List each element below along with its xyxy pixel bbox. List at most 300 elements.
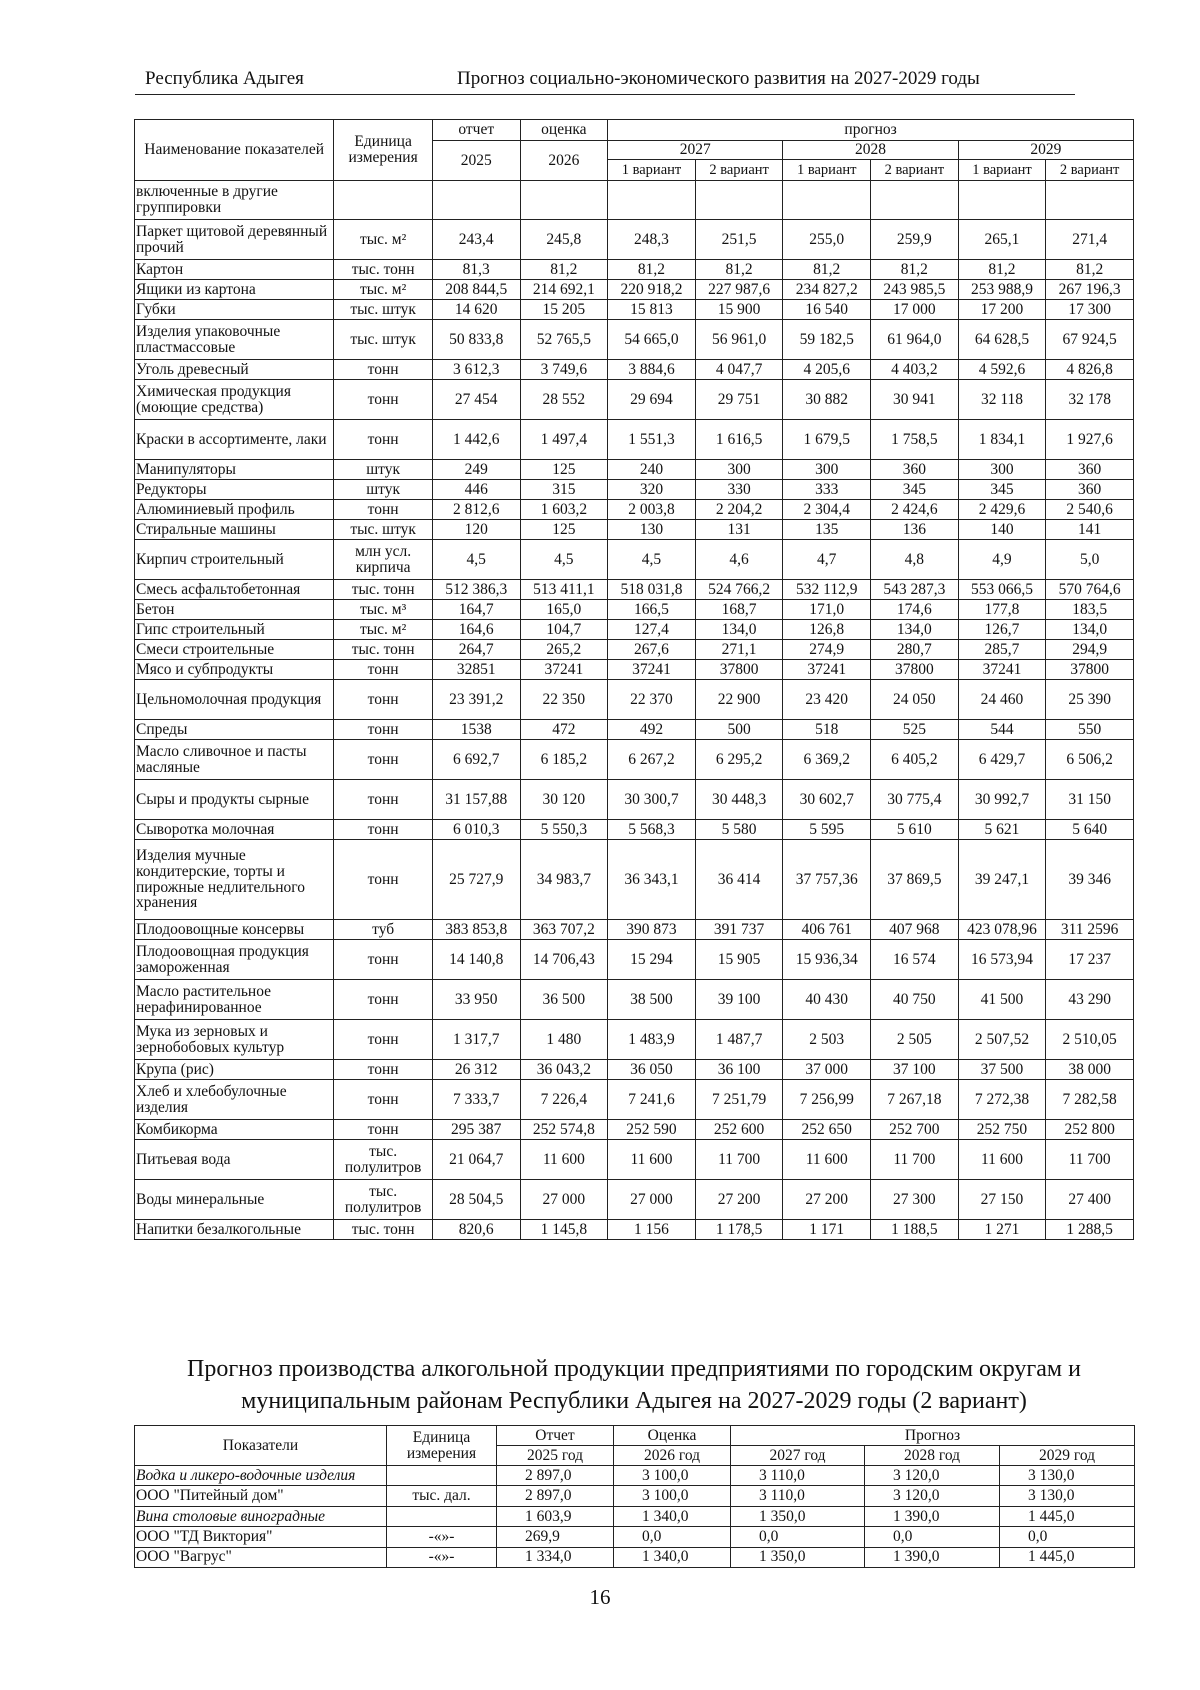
value-cell: 1 288,5 [1046, 1220, 1134, 1240]
value-cell: 406 761 [783, 920, 871, 940]
indicator-name: Картон [135, 260, 334, 280]
unit-cell: тонн [334, 360, 433, 380]
table-row [135, 740, 1134, 780]
value-cell: 16 574 [871, 940, 959, 980]
indicator-name: Краски в ассортименте, лаки [135, 420, 334, 460]
header-forecast: Прогноз [731, 1426, 1135, 1446]
value-cell: 39 100 [695, 980, 783, 1020]
value-cell: 1 445,0 [1000, 1547, 1135, 1567]
value-cell: 300 [695, 460, 783, 480]
value-cell: 37241 [520, 660, 608, 680]
header-variant-1: 1 вариант [608, 160, 696, 181]
header-indicator-name: Наименование показателей [135, 120, 334, 181]
value-cell: 38 000 [1046, 1060, 1134, 1080]
value-cell [958, 181, 1046, 220]
header-variant-2: 2 вариант [1046, 160, 1134, 181]
value-cell: 52 765,5 [520, 320, 608, 360]
value-cell: 4,8 [871, 540, 959, 580]
value-cell: 15 905 [695, 940, 783, 980]
value-cell: 16 540 [783, 300, 871, 320]
header-year-2027: 2027 [608, 141, 783, 160]
value-cell: 5 568,3 [608, 820, 696, 840]
value-cell: 2 897,0 [497, 1486, 614, 1506]
value-cell: 2 503 [783, 1020, 871, 1060]
value-cell: 6 692,7 [432, 740, 520, 780]
unit-cell: тонн [334, 1060, 433, 1080]
value-cell: 50 833,8 [432, 320, 520, 360]
value-cell: 4,5 [608, 540, 696, 580]
value-cell: 1 334,0 [497, 1547, 614, 1567]
value-cell: 6 010,3 [432, 820, 520, 840]
indicator-name: Водка и ликеро-водочные изделия [135, 1466, 387, 1486]
value-cell: 249 [432, 460, 520, 480]
value-cell: 1 480 [520, 1020, 608, 1060]
value-cell: 11 600 [520, 1140, 608, 1180]
indicator-name: Изделия мучные кондитерские, торты и пирожные недлительного хранения [135, 840, 334, 920]
table-row [135, 260, 1134, 280]
value-cell: 29 751 [695, 380, 783, 420]
value-cell: 41 500 [958, 980, 1046, 1020]
table-row [135, 1466, 1135, 1486]
value-cell: 37 500 [958, 1060, 1046, 1080]
value-cell: 1 834,1 [958, 420, 1046, 460]
value-cell: 391 737 [695, 920, 783, 940]
value-cell: 3 749,6 [520, 360, 608, 380]
unit-cell: тыс. штук [334, 320, 433, 360]
unit-cell: -«»- [387, 1547, 497, 1567]
value-cell: 125 [520, 520, 608, 540]
value-cell: 1 390,0 [865, 1547, 1000, 1567]
value-cell: 131 [695, 520, 783, 540]
value-cell: 166,5 [608, 600, 696, 620]
value-cell: 407 968 [871, 920, 959, 940]
unit-cell: тыс. дал. [387, 1486, 497, 1506]
value-cell: 22 900 [695, 680, 783, 720]
value-cell: 81,2 [695, 260, 783, 280]
value-cell: 30 941 [871, 380, 959, 420]
value-cell: 2 304,4 [783, 500, 871, 520]
production-table-body [135, 181, 1134, 1240]
value-cell: 31 150 [1046, 780, 1134, 820]
indicator-name: Сыворотка молочная [135, 820, 334, 840]
table-row [135, 1080, 1134, 1120]
table-row [135, 680, 1134, 720]
header-indicator: Показатели [135, 1426, 387, 1466]
value-cell: 4 592,6 [958, 360, 1046, 380]
value-cell: 2 540,6 [1046, 500, 1134, 520]
value-cell: 252 700 [871, 1120, 959, 1140]
value-cell: 285,7 [958, 640, 1046, 660]
table-row [135, 520, 1134, 540]
value-cell: 81,2 [1046, 260, 1134, 280]
value-cell: 4,9 [958, 540, 1046, 580]
value-cell: 56 961,0 [695, 320, 783, 360]
page-header [135, 68, 1075, 95]
value-cell: 37800 [1046, 660, 1134, 680]
unit-cell: тонн [334, 940, 433, 980]
unit-cell: тыс. полулитров [334, 1140, 433, 1180]
unit-cell: тыс. м² [334, 280, 433, 300]
unit-cell: тонн [334, 1080, 433, 1120]
value-cell: 168,7 [695, 600, 783, 620]
unit-cell: тонн [334, 720, 433, 740]
value-cell: 423 078,96 [958, 920, 1046, 940]
value-cell: 251,5 [695, 220, 783, 260]
value-cell: 4,7 [783, 540, 871, 580]
value-cell: 1 145,8 [520, 1220, 608, 1240]
value-cell: 271,1 [695, 640, 783, 660]
value-cell: 570 764,6 [1046, 580, 1134, 600]
value-cell: 17 237 [1046, 940, 1134, 980]
unit-cell: тыс. м² [334, 620, 433, 640]
value-cell: 37 757,36 [783, 840, 871, 920]
value-cell: 2 897,0 [497, 1466, 614, 1486]
value-cell: 59 182,5 [783, 320, 871, 360]
value-cell: 271,4 [1046, 220, 1134, 260]
value-cell: 36 043,2 [520, 1060, 608, 1080]
value-cell: 1 442,6 [432, 420, 520, 460]
value-cell: 472 [520, 720, 608, 740]
unit-cell: тонн [334, 840, 433, 920]
value-cell: 177,8 [958, 600, 1046, 620]
value-cell: 7 282,58 [1046, 1080, 1134, 1120]
table-row [135, 181, 1134, 220]
value-cell: 31 157,88 [432, 780, 520, 820]
value-cell: 5 621 [958, 820, 1046, 840]
value-cell: 265,1 [958, 220, 1046, 260]
indicator-name: Масло растительное нерафинированное [135, 980, 334, 1020]
value-cell: 15 205 [520, 300, 608, 320]
indicator-name: Редукторы [135, 480, 334, 500]
value-cell: 37800 [871, 660, 959, 680]
value-cell: 280,7 [871, 640, 959, 660]
value-cell: 15 900 [695, 300, 783, 320]
value-cell: 240 [608, 460, 696, 480]
unit-cell: -«»- [387, 1527, 497, 1547]
value-cell: 383 853,8 [432, 920, 520, 940]
value-cell: 135 [783, 520, 871, 540]
value-cell: 36 500 [520, 980, 608, 1020]
value-cell: 252 590 [608, 1120, 696, 1140]
value-cell: 4 403,2 [871, 360, 959, 380]
value-cell: 360 [871, 460, 959, 480]
value-cell: 27 454 [432, 380, 520, 420]
indicator-name: Мука из зерновых и зернобобовых культур [135, 1020, 334, 1060]
header-variant-2: 2 вариант [871, 160, 959, 181]
indicator-name: Масло сливочное и пасты масляные [135, 740, 334, 780]
value-cell: 61 964,0 [871, 320, 959, 360]
value-cell: 2 003,8 [608, 500, 696, 520]
header-report: Отчет [497, 1426, 614, 1446]
value-cell: 6 429,7 [958, 740, 1046, 780]
value-cell: 126,7 [958, 620, 1046, 640]
value-cell: 7 267,18 [871, 1080, 959, 1120]
indicator-name: Воды минеральные [135, 1180, 334, 1220]
value-cell: 37241 [958, 660, 1046, 680]
value-cell: 130 [608, 520, 696, 540]
value-cell: 17 200 [958, 300, 1046, 320]
value-cell: 1 178,5 [695, 1220, 783, 1240]
value-cell: 141 [1046, 520, 1134, 540]
value-cell: 3 110,0 [731, 1486, 865, 1506]
value-cell: 259,9 [871, 220, 959, 260]
table-row [135, 300, 1134, 320]
value-cell: 15 813 [608, 300, 696, 320]
value-cell: 345 [871, 480, 959, 500]
value-cell: 820,6 [432, 1220, 520, 1240]
table-row [135, 1180, 1134, 1220]
value-cell: 3 884,6 [608, 360, 696, 380]
value-cell: 1538 [432, 720, 520, 740]
indicator-name: Мясо и субпродукты [135, 660, 334, 680]
value-cell: 164,6 [432, 620, 520, 640]
value-cell: 274,9 [783, 640, 871, 660]
value-cell: 15 936,34 [783, 940, 871, 980]
value-cell: 5 550,3 [520, 820, 608, 840]
value-cell: 6 405,2 [871, 740, 959, 780]
unit-cell: тонн [334, 660, 433, 680]
value-cell: 7 333,7 [432, 1080, 520, 1120]
value-cell: 243 985,5 [871, 280, 959, 300]
value-cell: 36 050 [608, 1060, 696, 1080]
value-cell: 11 600 [608, 1140, 696, 1180]
unit-cell: тонн [334, 820, 433, 840]
table-row [135, 980, 1134, 1020]
value-cell: 7 241,6 [608, 1080, 696, 1120]
value-cell: 243,4 [432, 220, 520, 260]
value-cell: 5 595 [783, 820, 871, 840]
page-number: 16 [589, 1585, 611, 1609]
table-row [135, 540, 1134, 580]
document-title: Прогноз социально-экономического развития на 2027-2029 годы [457, 68, 980, 89]
value-cell: 360 [1046, 480, 1134, 500]
indicator-name: Изделия упаковочные пластмассовые [135, 320, 334, 360]
value-cell: 29 694 [608, 380, 696, 420]
unit-cell: штук [334, 460, 433, 480]
header-unit: Единица измерения [387, 1426, 497, 1466]
value-cell: 21 064,7 [432, 1140, 520, 1180]
unit-cell: тыс. тонн [334, 1220, 433, 1240]
indicator-name: Алюминиевый профиль [135, 500, 334, 520]
value-cell: 1 340,0 [614, 1547, 731, 1567]
header-year-2028: 2028 год [865, 1446, 1000, 1466]
value-cell: 25 727,9 [432, 840, 520, 920]
indicator-name: Смеси строительные [135, 640, 334, 660]
table-row [135, 500, 1134, 520]
value-cell: 22 350 [520, 680, 608, 720]
header-variant-1: 1 вариант [783, 160, 871, 181]
header-estimate: Оценка [614, 1426, 731, 1446]
value-cell: 11 700 [871, 1140, 959, 1180]
indicator-name: Уголь древесный [135, 360, 334, 380]
value-cell: 17 000 [871, 300, 959, 320]
indicator-name: Крупа (рис) [135, 1060, 334, 1080]
table-row [135, 1527, 1135, 1547]
value-cell: 36 343,1 [608, 840, 696, 920]
value-cell: 30 992,7 [958, 780, 1046, 820]
indicator-name: ООО "ТД Виктория" [135, 1527, 387, 1547]
value-cell: 5 610 [871, 820, 959, 840]
value-cell: 16 573,94 [958, 940, 1046, 980]
value-cell: 252 800 [1046, 1120, 1134, 1140]
value-cell [1046, 181, 1134, 220]
value-cell: 11 600 [958, 1140, 1046, 1180]
value-cell: 513 411,1 [520, 580, 608, 600]
value-cell: 3 130,0 [1000, 1486, 1135, 1506]
value-cell: 14 620 [432, 300, 520, 320]
unit-cell: тыс. тонн [334, 640, 433, 660]
value-cell: 500 [695, 720, 783, 740]
value-cell: 104,7 [520, 620, 608, 640]
value-cell: 11 600 [783, 1140, 871, 1180]
value-cell: 532 112,9 [783, 580, 871, 600]
value-cell: 37241 [608, 660, 696, 680]
indicator-name: Манипуляторы [135, 460, 334, 480]
value-cell: 30 120 [520, 780, 608, 820]
header-year-2025: 2025 год [497, 1446, 614, 1466]
unit-cell: млн усл. кирпича [334, 540, 433, 580]
value-cell [520, 181, 608, 220]
value-cell: 267,6 [608, 640, 696, 660]
value-cell: 2 424,6 [871, 500, 959, 520]
value-cell: 11 700 [695, 1140, 783, 1180]
unit-cell: тонн [334, 500, 433, 520]
value-cell: 360 [1046, 460, 1134, 480]
table-row [135, 220, 1134, 260]
value-cell: 6 185,2 [520, 740, 608, 780]
value-cell: 40 430 [783, 980, 871, 1020]
value-cell: 1 679,5 [783, 420, 871, 460]
production-forecast-table [134, 119, 1134, 1240]
value-cell: 518 031,8 [608, 580, 696, 600]
indicator-name: Стиральные машины [135, 520, 334, 540]
value-cell: 2 429,6 [958, 500, 1046, 520]
indicator-name: Гипс строительный [135, 620, 334, 640]
indicator-name: Плодоовощная продукция замороженная [135, 940, 334, 980]
indicator-name: Хлеб и хлебобулочные изделия [135, 1080, 334, 1120]
value-cell: 3 120,0 [865, 1466, 1000, 1486]
table-row [135, 1120, 1134, 1140]
indicator-name: Паркет щитовой деревянный прочий [135, 220, 334, 260]
value-cell: 1 483,9 [608, 1020, 696, 1060]
header-unit: Единица измерения [334, 120, 433, 181]
value-cell: 140 [958, 520, 1046, 540]
value-cell: 220 918,2 [608, 280, 696, 300]
value-cell: 0,0 [731, 1527, 865, 1547]
value-cell: 320 [608, 480, 696, 500]
indicator-name: Ящики из картона [135, 280, 334, 300]
value-cell: 81,3 [432, 260, 520, 280]
value-cell: 81,2 [958, 260, 1046, 280]
unit-cell: тонн [334, 1020, 433, 1060]
value-cell: 36 100 [695, 1060, 783, 1080]
value-cell: 64 628,5 [958, 320, 1046, 360]
value-cell: 7 226,4 [520, 1080, 608, 1120]
table-row [135, 940, 1134, 980]
value-cell: 1 350,0 [731, 1547, 865, 1567]
value-cell: 311 2596 [1046, 920, 1134, 940]
value-cell: 1 551,3 [608, 420, 696, 460]
value-cell: 136 [871, 520, 959, 540]
indicator-name: Смесь асфальтобетонная [135, 580, 334, 600]
value-cell: 24 460 [958, 680, 1046, 720]
indicator-name: Сыры и продукты сырные [135, 780, 334, 820]
value-cell: 315 [520, 480, 608, 500]
value-cell: 252 600 [695, 1120, 783, 1140]
value-cell: 54 665,0 [608, 320, 696, 360]
table-row [135, 1020, 1134, 1060]
value-cell: 7 256,99 [783, 1080, 871, 1120]
unit-cell: тонн [334, 380, 433, 420]
table-row [135, 640, 1134, 660]
value-cell: 27 300 [871, 1180, 959, 1220]
unit-cell: тонн [334, 1120, 433, 1140]
value-cell: 227 987,6 [695, 280, 783, 300]
unit-cell [387, 1466, 497, 1486]
header-year-2028: 2028 [783, 141, 958, 160]
value-cell [608, 181, 696, 220]
table-row [135, 1220, 1134, 1240]
value-cell: 2 507,52 [958, 1020, 1046, 1060]
value-cell: 1 171 [783, 1220, 871, 1240]
value-cell: 295 387 [432, 1120, 520, 1140]
value-cell: 17 300 [1046, 300, 1134, 320]
table-row [135, 1486, 1135, 1506]
value-cell: 23 420 [783, 680, 871, 720]
indicator-name: Кирпич строительный [135, 540, 334, 580]
value-cell: 253 988,9 [958, 280, 1046, 300]
value-cell: 134,0 [695, 620, 783, 640]
value-cell: 6 369,2 [783, 740, 871, 780]
value-cell: 28 552 [520, 380, 608, 420]
value-cell: 183,5 [1046, 600, 1134, 620]
value-cell: 43 290 [1046, 980, 1134, 1020]
value-cell: 134,0 [1046, 620, 1134, 640]
value-cell: 81,2 [783, 260, 871, 280]
value-cell: 1 616,5 [695, 420, 783, 460]
table-row [135, 360, 1134, 380]
value-cell: 14 140,8 [432, 940, 520, 980]
value-cell: 512 386,3 [432, 580, 520, 600]
indicator-name: Губки [135, 300, 334, 320]
value-cell: 1 271 [958, 1220, 1046, 1240]
unit-cell: тыс. м² [334, 220, 433, 260]
value-cell: 26 312 [432, 1060, 520, 1080]
region-name: Республика Адыгея [145, 68, 304, 89]
value-cell: 6 295,2 [695, 740, 783, 780]
table-row [135, 580, 1134, 600]
header-year-2029: 2029 год [1000, 1446, 1135, 1466]
value-cell: 252 574,8 [520, 1120, 608, 1140]
value-cell: 30 448,3 [695, 780, 783, 820]
value-cell: 37241 [783, 660, 871, 680]
indicator-name: Напитки безалкогольные [135, 1220, 334, 1240]
value-cell: 330 [695, 480, 783, 500]
value-cell: 34 983,7 [520, 840, 608, 920]
table-row [135, 1506, 1135, 1526]
indicator-name: Плодоовощные консервы [135, 920, 334, 940]
value-cell: 14 706,43 [520, 940, 608, 980]
header-report: отчет [432, 120, 520, 141]
value-cell: 30 775,4 [871, 780, 959, 820]
value-cell: 345 [958, 480, 1046, 500]
value-cell [783, 181, 871, 220]
value-cell: 7 272,38 [958, 1080, 1046, 1120]
header-year-2026: 2026 [520, 141, 608, 181]
table-row [135, 380, 1134, 420]
value-cell [871, 181, 959, 220]
alcohol-forecast-table [134, 1425, 1135, 1568]
